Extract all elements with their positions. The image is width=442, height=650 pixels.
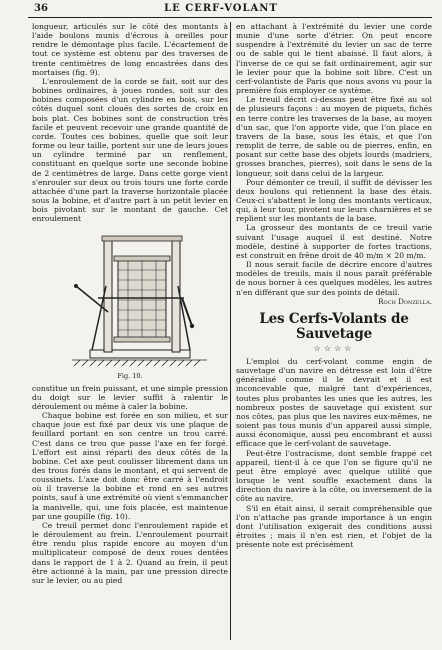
paragraph: Ce treuil permet donc l'enroulement rapide et le déroulement au frein. L'enroulement pourrait être rendu plus rapide encore au moyen d'un multiplicateur composé de deux roues dentées dans le rapport de 1 à 2. Quand au frein, il peut être actionné à la main, par une pression directe sur le levier, ou au pied [32,520,228,585]
page-number: 36 [34,3,48,14]
header-rule [28,17,432,18]
paragraph: Il nous serait facile de décrire encore d'autres modèles de treuils, mais il nous paraît préférable de nous borner à ces quelques modèles, les autres n'en différant que sur des points de détail. [236,260,432,297]
paragraph: Chaque bobine est forée en son milieu, et sur chaque joue est fixé par deux vis une plaque de feuillard portant en son centre un trou carré. C'est dans ce trou que passe l'axe en fer forgé. L'effort est ainsi réparti des deux côtés de la bobine. Cet axe peut coulisser librement dans un des trous forés dans le montant, et qui servent de coussinets. L'axe doit donc être carré à l'endroit où il traverse la bobine et rond en ses autres points, sauf à une extrémité où vient s'emmancher la manivelle, qui, une fois placée, est maintenue par une goupille (fig. 10). [32,411,228,521]
right-column [236,22,432,549]
closing-paragraph [236,260,432,297]
column-divider [230,22,231,640]
figure-caption: Fig. 10. [117,372,143,381]
paragraph: longueur, articulés sur le côté des montants à l'aide boulons munis d'écrous à oreilles pour rendre le démontage plus facile. L'écartement de tout ce système est obtenu par des traverses de trente centimètres de long encastrées dans des mortaises (fig. 9). [32,22,228,77]
author-signature: Roch Donzella. [378,296,432,306]
running-title: LE CERF-VOLANT [164,3,278,14]
winch-illustration [32,226,228,372]
author-signature-row [236,297,432,306]
paragraph: La grosseur des montants de ce treuil varie suivant l'usage auquel il est destiné. Notre modèle, destiné à supporter de fortes tractions, est construit en frêne droit de 40 m/m × 20 m/m. [236,223,432,260]
paragraph: constitue un frein puissant, et une simple pression du doigt sur le levier suffit à ralentir le déroulement ou même à caler la bobine. [32,383,228,411]
section-title: Les Cerfs-Volants de Sauvetage [259,310,409,342]
left-column [32,22,228,585]
paragraph: Le treuil décrit ci-dessus peut être fixé au sol de plusieurs façons : au moyen de piquets, fichés en terre contre les traverses de la base, au moyen d'un sac, que l'on apporte vide, que l'on place en travers de la base, sous les étais, et que l'on remplit de terre, de sable ou de pierres, enfin, en posant sur cette base des objets lourds (madriers, grosses branches, pierres), soit dans le sens de la longueur, soit dans celui de la largeur. [236,95,432,178]
winch-figure [32,226,228,372]
section-ornament: ☆☆☆☆ [313,343,355,353]
paragraph: en attachant à l'extrémité du levier une corde munie d'une sorte d'étrier. On peut encore suspendre à l'extrémité du levier un sac de terre ou de sable qui le tient abaissé. Il faut alors, à l'inverse de ce qui se fait ordinairement, agir sur le levier pour que la bobine soit libre. C'est un cerf-volantiste de Paris que nous avons vu pour la première fois employer ce système. [236,22,432,96]
paragraph: Peut-être l'ostracisme, dont semble frappé cet appareil, tient-il à ce que l'on se figure qu'il ne peut être employé avec quelque utilité que lorsque le vent souffle exactement dans la direction du navire à la côte, ou inversement de la côte au navire. [236,448,432,504]
paragraph: S'il en était ainsi, il serait compréhensible que l'on n'attache pas grande importance à un engin dont l'utilisation exigerait des conditions aussi étroites ; mais il n'en est rien, et l'objet de la présente note est précisément [236,503,432,550]
paragraph: L'emploi du cerf-volant comme engin de sauvetage d'un navire en détresse est loin d'être généralisé comme il le devrait et il est inconcevable que, malgré tant d'expériences, toutes plus probantes les unes que les autres, les nombreux postes de sauvetage qui existent sur nos côtes, pas plus que les navires eux-mêmes, ne soient pas tous munis d'un appareil aussi simple, aussi économique, aussi peu encombrant et aussi efficace que le cerf-volant de sauvetage. [236,357,432,449]
paragraph: Pour démonter ce treuil, il suffit de dévisser les deux boulons qui retiennent la base des étais. Ceux-ci s'abattent le long des montants verticaux, qui, à leur tour, pivotent sur leurs charnières et se replient sur les montants de la base. [236,177,432,224]
paragraph: L'enroulement de la corde se fait, soit sur des bobines ordinaires, à joues rondes, soit sur des bobines composées d'un cylindre en bois, sur les côtés duquel sont cloués des sortes de croix en bois plat. Ces bobines sont de construction très facile et peuvent recevoir une grande quantité de corde. Toutes ces bobines, quelle que soit leur forme ou leur taille, portent sur une de leurs joues un cylindre terminé par un renflement, constituant en quelque sorte une seconde bobine de 2 centimètres de large. Dans cette gorge vient s'enrouler sur deux ou trois tours une forte corde attachée d'une part la traverse horizontale placée sous la bobine, et d'autre part à un petit levier en bois pivotant sur le montant de gauche. Cet enroulement [32,76,228,224]
